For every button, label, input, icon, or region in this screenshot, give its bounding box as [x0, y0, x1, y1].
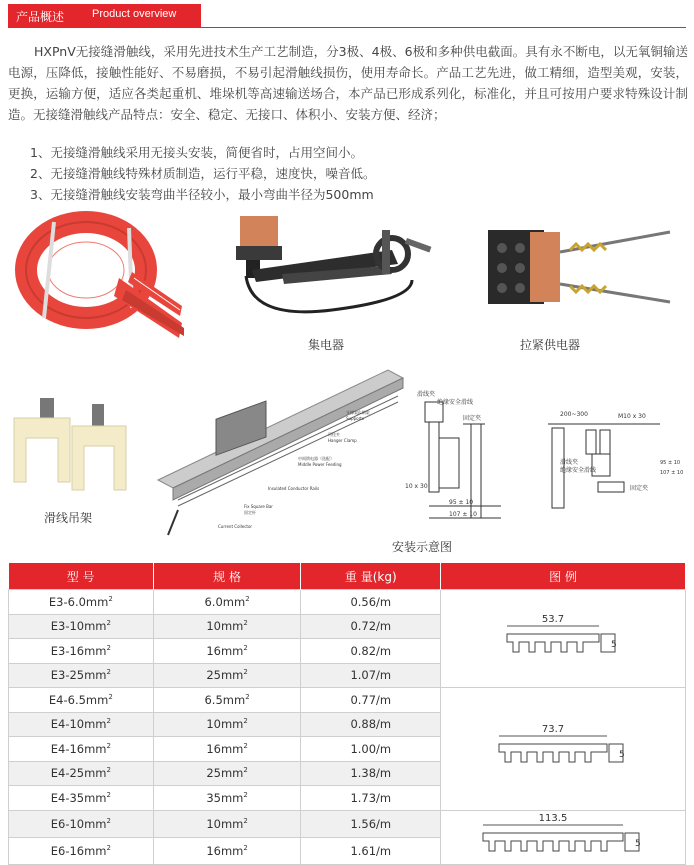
spec-table [8, 563, 686, 865]
cell-model [9, 614, 154, 639]
header-title-en: Product overview [92, 8, 177, 20]
profile-figure [501, 612, 625, 662]
drawing-label: M10 x 30 [618, 413, 646, 420]
cell-spec [153, 737, 301, 762]
cell-spec [153, 688, 301, 713]
feature-list [30, 142, 375, 205]
cell-model [9, 761, 154, 786]
scene-label: Fix Square Bar [244, 504, 273, 509]
cell-text: E3-16mm [50, 643, 107, 658]
feature-item: 3、无接缝滑触线安装弯曲半径较小，最小弯曲半径为500mm [30, 187, 374, 202]
superscript: 2 [243, 766, 248, 775]
profile-height-label: 5 [635, 838, 641, 849]
profile-figure [477, 811, 649, 861]
cell-figure-e6 [441, 810, 686, 864]
drawing-label: 107 ± 10 [449, 511, 477, 518]
cell-spec [153, 810, 301, 837]
cell-text: E4-10mm [50, 717, 107, 732]
drawing-label: 绝缘安全滑线 [437, 399, 474, 406]
superscript: 2 [106, 790, 111, 799]
cell-weight: 0.77/m [301, 688, 441, 713]
cell-text: E3-25mm [50, 668, 107, 683]
cell-text: E4-6.5mm [48, 692, 109, 707]
table-header-row [9, 563, 686, 590]
drawing-label: 绝缘安全滑线 [560, 467, 597, 474]
cell-weight: 1.00/m [301, 737, 441, 762]
superscript: 2 [106, 668, 111, 677]
profile-width-label: 73.7 [541, 724, 565, 736]
cell-weight: 1.38/m [301, 761, 441, 786]
superscript: 2 [243, 619, 248, 628]
current-collector-photo [222, 210, 442, 325]
feature-item: 2、无接缝滑触线特殊材质制造，运行平稳，速度快，噪音低。 [30, 166, 376, 181]
caption-collector: 集电器 [308, 338, 345, 352]
superscript: 2 [106, 643, 111, 652]
cell-weight: 1.61/m [301, 837, 441, 864]
intro-paragraph [8, 41, 688, 125]
cell-text: 25mm [206, 766, 244, 781]
superscript: 2 [106, 766, 111, 775]
cell-text: 25mm [206, 668, 244, 683]
superscript: 2 [243, 717, 248, 726]
scene-label: 支撑架/L钢架 [346, 410, 370, 415]
tech-drawing-side-view [405, 390, 515, 530]
scene-label: 中间馈电器（选配） [298, 456, 334, 461]
cell-text: 6.5mm [204, 692, 246, 707]
coiled-rail-photo [14, 208, 184, 343]
cell-model [9, 663, 154, 688]
cell-text: E4-25mm [50, 766, 107, 781]
section-header [0, 0, 694, 30]
installation-scene-diagram [148, 360, 408, 540]
superscript: 2 [243, 816, 248, 825]
caption-installation: 安装示意图 [392, 540, 453, 554]
profile-outline [483, 833, 623, 851]
cell-weight: 1.07/m [301, 663, 441, 688]
superscript: 2 [243, 643, 248, 652]
superscript: 2 [243, 668, 248, 677]
cell-model [9, 639, 154, 664]
cell-spec [153, 786, 301, 811]
header-title-zh: 产品概述 [16, 10, 65, 24]
scene-label: Hanger Clamp [328, 438, 357, 443]
table-row [9, 590, 686, 615]
scene-label: 固定杆 [244, 510, 256, 515]
superscript: 2 [108, 692, 113, 701]
cell-text: 35mm [206, 790, 244, 805]
caption-tension-feeder: 拉紧供电器 [520, 338, 581, 352]
profile-width-label: 113.5 [538, 812, 568, 824]
cell-text: 16mm [206, 741, 244, 756]
cell-spec [153, 712, 301, 737]
cell-figure-e4 [441, 688, 686, 811]
table-row [9, 688, 686, 713]
table-row [9, 810, 686, 837]
superscript: 2 [245, 594, 250, 603]
drawing-label: 95 ± 10 [449, 499, 474, 506]
profile-height-label: 5 [611, 640, 617, 650]
cell-weight: 0.82/m [301, 639, 441, 664]
cell-text: E6-10mm [50, 816, 107, 831]
intro-text: HXPnV无接缝滑触线，采用先进技术生产工艺制造，分3极、4极、6极和多种供电截面。具有永不断电，以无氧铜输送电源，压降低，接触性能好、不易磨损，不易引起滑触线损伤，使用寿命长。产品工艺先进，做工精细，造型美观，安装，更换，运输方便，适应各类起重机、堆垛机等高速输送场合，本产品已形成系列化，标准化，并且可按用户要求特殊设计制造。无接缝滑触线产品特点：安全、稳定、无接口、体积小、安装方便、经济； [8, 44, 688, 122]
profile-outline [499, 744, 607, 762]
drawing-label: 107 ± 10 [660, 470, 684, 476]
caption-hanger: 滑线吊架 [44, 511, 93, 525]
cell-model [9, 810, 154, 837]
cell-spec [153, 663, 301, 688]
cell-text: E4-35mm [50, 790, 107, 805]
drawing-label: 95 ± 10 [660, 460, 681, 466]
profile-height-label: 5 [619, 750, 625, 761]
profile-figure [493, 722, 633, 772]
superscript: 2 [106, 717, 111, 726]
cell-weight: 1.56/m [301, 810, 441, 837]
cell-text: 10mm [206, 816, 244, 831]
superscript: 2 [106, 619, 111, 628]
cell-figure-e3 [441, 590, 686, 688]
cell-model [9, 786, 154, 811]
column-header-spec: 规 格 [153, 563, 301, 590]
column-header-weight: 重 量(kg) [301, 563, 441, 590]
header-underline [8, 27, 686, 28]
cell-text: 10mm [206, 619, 244, 634]
tech-drawing-front-view [540, 404, 688, 516]
cell-text: 6.0mm [204, 594, 246, 609]
cell-text: 16mm [206, 643, 244, 658]
cell-weight: 0.88/m [301, 712, 441, 737]
profile-width-label: 53.7 [541, 614, 565, 625]
scene-label: Supports [346, 416, 364, 421]
superscript: 2 [106, 816, 111, 825]
superscript: 2 [243, 790, 248, 799]
column-header-model: 型 号 [9, 563, 154, 590]
cell-weight: 1.73/m [301, 786, 441, 811]
scene-label: Insulated Conductor Rails [268, 486, 320, 491]
cell-weight: 0.56/m [301, 590, 441, 615]
superscript: 2 [243, 741, 248, 750]
drawing-label: 200~300 [560, 411, 588, 418]
cell-text: E3-10mm [50, 619, 107, 634]
cell-text: E4-16mm [50, 741, 107, 756]
cell-model [9, 688, 154, 713]
cell-text: 16mm [206, 843, 244, 858]
cell-text: E3-6.0mm [48, 594, 109, 609]
drawing-label: 固定夹 [630, 485, 649, 492]
drawing-label: 10 x 30 [405, 483, 428, 490]
cell-spec [153, 590, 301, 615]
tension-feeder-photo [480, 218, 680, 313]
cell-weight: 0.72/m [301, 614, 441, 639]
scene-label: Middle Power Feeding [298, 462, 342, 467]
superscript: 2 [108, 594, 113, 603]
superscript: 2 [106, 741, 111, 750]
drawing-label: 滑线夹 [417, 391, 436, 398]
cell-spec [153, 614, 301, 639]
hanger-photo [10, 390, 130, 495]
superscript: 2 [106, 843, 111, 852]
cell-spec [153, 639, 301, 664]
cell-model [9, 590, 154, 615]
cell-model [9, 737, 154, 762]
column-header-figure: 图 例 [441, 563, 686, 590]
feature-item: 1、无接缝滑触线采用无接头安装，简便省时，占用空间小。 [30, 145, 363, 160]
drawing-label: 滑线夹 [560, 459, 579, 466]
scene-label: 吊挂夹 [328, 432, 340, 437]
superscript: 2 [243, 843, 248, 852]
superscript: 2 [245, 692, 250, 701]
cell-model [9, 712, 154, 737]
profile-outline [507, 634, 599, 652]
scene-label: Current Collector [218, 524, 253, 529]
cell-text: E6-16mm [50, 843, 107, 858]
cell-spec [153, 761, 301, 786]
cell-text: 10mm [206, 717, 244, 732]
drawing-label: 固定夹 [463, 415, 482, 422]
